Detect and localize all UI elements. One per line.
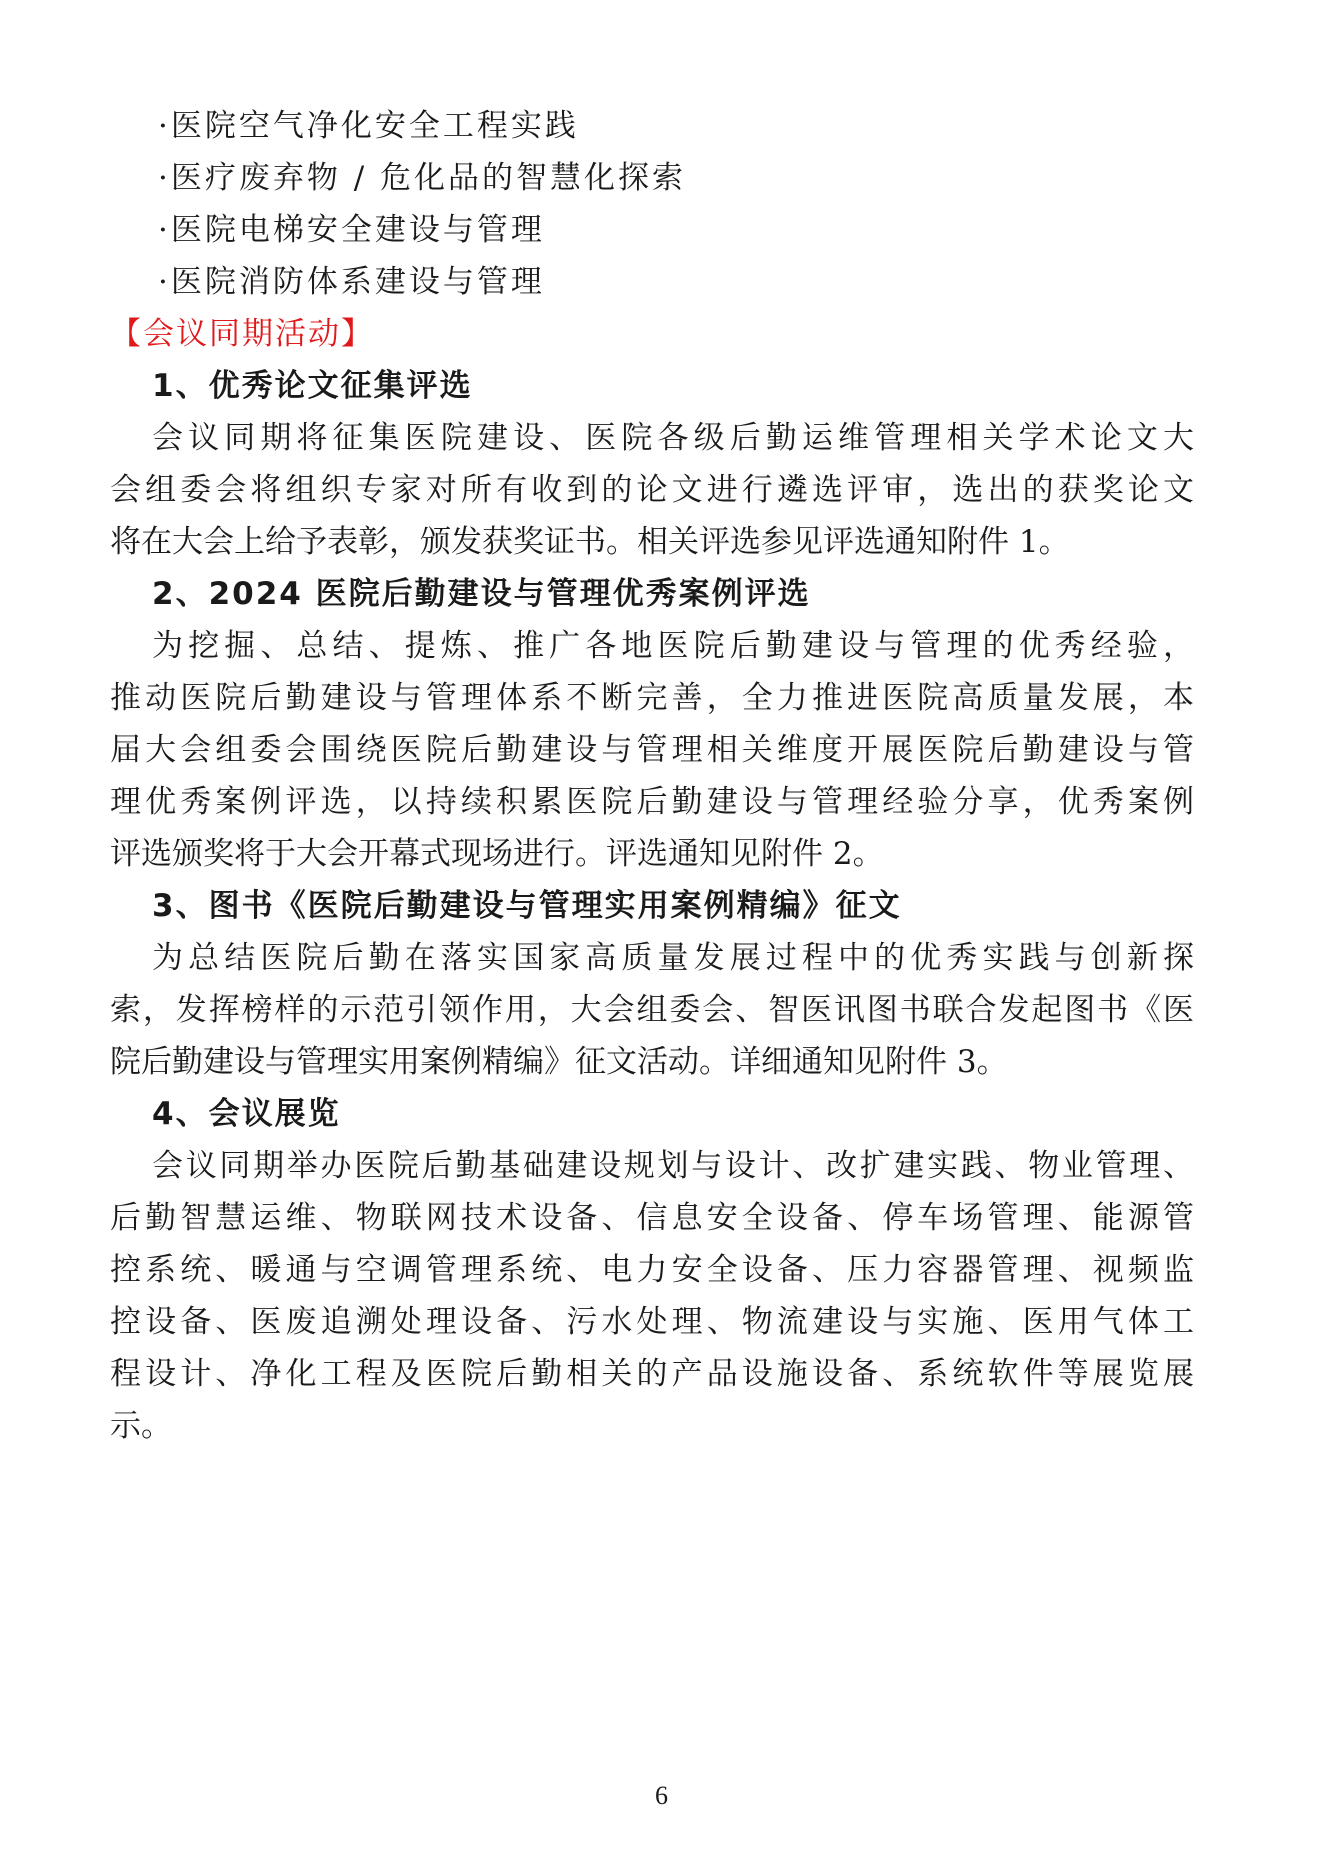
bullet-item: ·医院空气净化安全工程实践 (158, 108, 579, 144)
paragraph-line: 院后勤建设与管理实用案例精编》征文活动。详细通知见附件 3。 (110, 1044, 1008, 1080)
paragraph-line: 程设计、净化工程及医院后勤相关的产品设施设备、系统软件等展览展 (110, 1356, 1194, 1392)
paragraph-line: 索，发挥榜样的示范引领作用，大会组委会、智医讯图书联合发起图书《医 (110, 992, 1194, 1028)
paragraph-line: 届大会组委会围绕医院后勤建设与管理相关维度开展医院后勤建设与管 (110, 732, 1194, 768)
section-heading: 4、会议展览 (152, 1096, 341, 1132)
paragraph-line: 将在大会上给予表彰，颁发获奖证书。相关评选参见评选通知附件 1。 (110, 524, 1070, 560)
bullet-item: ·医疗废弃物 / 危化品的智慧化探索 (158, 160, 687, 196)
paragraph-line: 理优秀案例评选，以持续积累医院后勤建设与管理经验分享，优秀案例 (110, 784, 1194, 820)
paragraph-line: 评选颁奖将于大会开幕式现场进行。评选通知见附件 2。 (110, 836, 884, 872)
bullet-item: ·医院消防体系建设与管理 (158, 264, 545, 300)
section-heading: 1、优秀论文征集评选 (152, 368, 473, 404)
paragraph-line: 推动医院后勤建设与管理体系不断完善，全力推进医院高质量发展，本 (110, 680, 1194, 716)
paragraph-line: 为挖掘、总结、提炼、推广各地医院后勤建设与管理的优秀经验， (152, 628, 1194, 664)
paragraph-line: 控系统、暖通与空调管理系统、电力安全设备、压力容器管理、视频监 (110, 1252, 1194, 1288)
paragraph-line: 会议同期举办医院后勤基础建设规划与设计、改扩建实践、物业管理、 (152, 1148, 1194, 1184)
paragraph-line: 为总结医院后勤在落实国家高质量发展过程中的优秀实践与创新探 (152, 940, 1194, 976)
page-number: 6 (655, 1781, 668, 1810)
section-header: 【会议同期活动】 (110, 316, 374, 352)
paragraph-line: 控设备、医废追溯处理设备、污水处理、物流建设与实施、医用气体工 (110, 1304, 1194, 1340)
paragraph-line: 会议同期将征集医院建设、医院各级后勤运维管理相关学术论文大 (152, 420, 1194, 456)
paragraph-line: 示。 (110, 1408, 172, 1444)
paragraph-line: 会组委会将组织专家对所有收到的论文进行遴选评审，选出的获奖论文 (110, 472, 1194, 508)
section-heading: 3、图书《医院后勤建设与管理实用案例精编》征文 (152, 888, 902, 924)
paragraph-line: 后勤智慧运维、物联网技术设备、信息安全设备、停车场管理、能源管 (110, 1200, 1194, 1236)
bullet-item: ·医院电梯安全建设与管理 (158, 212, 545, 248)
section-heading: 2、2024 医院后勤建设与管理优秀案例评选 (152, 576, 811, 612)
